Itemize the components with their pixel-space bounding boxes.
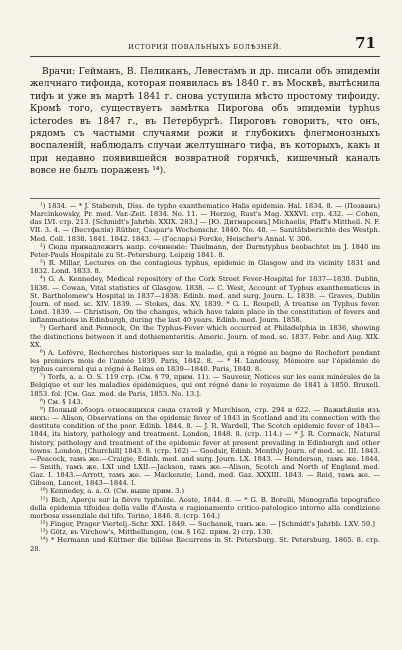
footnote: ¹⁰) Kennedey, a. a. O. (См. выше прим. 3.) xyxy=(40,487,185,496)
footnote: ⁶) A. Lefèvre, Recherches historiques sur la maladie, qui a régné au bagne de Rochefort pendant les premiers mois de l'année 1839. Paris, 1842. 8. — * H. Landousy, Mémoire sur l'épidémie de typhus carceral qui a régné à Reims en 1839—1840. Paris, 1840. 8. xyxy=(30,348,380,374)
running-title: ИСТОРИЯ ПОВАЛЬНЫХЪ БОЛѢЗНЕЙ. xyxy=(128,43,282,51)
footnote: ⁴) G. A. Kennedey, Medical repository of the Cork Street Fever-Hospital for 1837—1838. Dublin, 1838. — Cowan, Vital statistics of Glasgow. 1838. — C. West, Account of Typhus exanthematicus in St. Bartholomew's Hospital in 1837—1838. Edinb. med. and surg. Journ. L. 1838. — Graves, Dublin Journ. of med. sc. XIV. 1839. — Stokes, das. XV. 1839. * G. L. Roupell, A treatise on Typhus fever. Lond. 1839. — Christison, On the changes, which have taken place in the constitution of fevers and inflammations in Edinburgh, during the last 40 years. Edinb. med. Journ. 1858. xyxy=(30,275,380,325)
body-paragraph: Врачи: Гейманъ, В. Пеликанъ, Левестамъ и др. писали объ эпидеміи желчнаго тифоида, которая появилась въ 1840 г. въ Москвѣ, вытѣснила тифъ и уже въ мартѣ 1841 г. снова уступила мѣсто простому тифоиду. Кромѣ того, существуетъ замѣтка Пирогова объ эпидеміи typhus icterodes въ 1847 г., въ Петербургѣ. Пироговъ говоритъ, что онъ, рядомъ съ частыми случаями рожи и глубокихъ флегмонозныхъ воспаленій, наблюдалъ случаи желтушнаго тифа, въ которыхъ, какъ и при недавно появившейся возвратной горячкѣ, кишечный каналъ вовсе не былъ пораженъ ¹⁴). xyxy=(30,67,380,177)
footnote: ⁵) Gerhard and Pennock, On the Typhus-Fever which occurred at Philadelphia in 1836, showing the distinctions between it and dothienenteritis. Americ. Journ. of med. sc. 1837. Febr. and Aug. XIX. XX. xyxy=(30,324,380,349)
footnote: ¹⁴) * Hermann und Küttner die biliöse Recurrens in St. Petersburg. St. Petersburg. 1865. 8. стр. 28. xyxy=(30,536,380,553)
footnote-separator xyxy=(30,198,380,199)
body-text xyxy=(30,66,380,178)
footnote: ¹³) Götz, въ Virchow's, Mitthellungen, (см. § 162. прим. 2) стр. 130. xyxy=(40,528,273,537)
footnote: ⁹) Полный обзоръ относящихся сюда статей у Murchison, стр. 294 и 622. — Важнѣйшія изъ нихъ: — Alison, Observations on the epidemic fever of 1843 in Scotland and its connection with the destitute condition of the poor. Edinb. 1844. 8. — J. R. Wardell, The Scotch epidemic fever of 1843—1844, its history, pathology and treatment. London, 1848. 8. (стр. 114.) — * J. R. Cormack, Natural history, pathology and treatment of the epidemic fever at present prevailing in Edinburgh and other towns. London, [Churchill] 1843. 8. (стр. 162) — Goodsir, Edinb. Monthly Journ. of med. sc. III. 1843.—Peacock, тамъ же.—Craigie, Edinb. med. and surg. Journ. LX. 1843. — Henderson, тамъ же. 1844. — Smith, тамъ же. LXI und LXII.—Jackson, тамъ же.—Alison, Scotch and North of England med. Gaz. I. 1843.—Arrott, тамъ же. — Mackenzie, Lond. med. Gaz. XXXIII. 1843. — Reid, тамъ же. — Gibson, Lancet, 1843—1844. I. xyxy=(30,405,380,488)
footnote: ¹²) Finger, Prager Viertelj.-Schr. XXI. 1849. — Suchanek, тамъ же. — [Schmidt's Jahrbb. LXV. 59.] xyxy=(40,520,375,529)
footnote: ⁷) Torfs, a. a. O. S. 119 стр. (См. § 79, прим. 11). — Sauveur, Notices sur les eaux minérales de la Belgique et sur les maladies épidémiques, qui ont régné dans le royaume de 1841 à 1850. Bruxell. 1853. fol. [См. Gaz. med. de Paris, 1853. No. 13.]. xyxy=(30,373,380,398)
running-head xyxy=(30,34,380,57)
footnote: ⁸) См. § 143. xyxy=(40,397,83,406)
footnote: ¹¹) Bich, Aperçu sur la fièvre typhoïde. Aoste, 1844. 8. — * G. B. Borelli, Monografia topografico della epidemia tifoidea della valle d'Aosta e ragionamento critico-patologico intorno alla condizione morbosa essenziale del tifo. Torino, 1846. 8. (стр. 164.) xyxy=(30,495,380,520)
footnotes xyxy=(30,202,380,553)
footnote: ²) Сюда принадлежитъ напр. сочиненіе: Thielmann, der Darmtyphus beobachtet im J. 1840 im Peter-Pauls Hospitale zu St.-Petersburg. Leipzig 1841. 8. xyxy=(30,242,380,259)
page-number: 71 xyxy=(355,34,376,52)
footnote: ³) R. Millar, Lectures on the contagious typhus, epidemic in Glasgow and its vicinity 1831 and 1832. Lond. 1833. 8. xyxy=(30,259,380,276)
footnote: ¹) 1834. — * J. Staberoh, Diss. de typho exanthematico Halis epidemio. Hal. 1834. 8. — (Позванъ) Marcinkowsky, Pr. med. Var.-Zeit. 1834. No. 11. — Herzog, Rust's Mag. XXXVI. стр. 432. — Cohen, das LVI. стр. 213. [Schmidt's Jahrbb. XXIX. 283.] — [Ю. Дитмарсенъ] Michaelis, Pfaff's Mittheil. N. F. VII. 3. 4. — (Вестфалія) Rüther, Caspar's Wochenschr. 1840. No. 40. — Sanitätsberichte des Westph. Med. Coll. 1838. 1841. 1842. 1843. — (Госларъ) Forcke, Heischer's Annal. V. 306. xyxy=(30,202,380,243)
